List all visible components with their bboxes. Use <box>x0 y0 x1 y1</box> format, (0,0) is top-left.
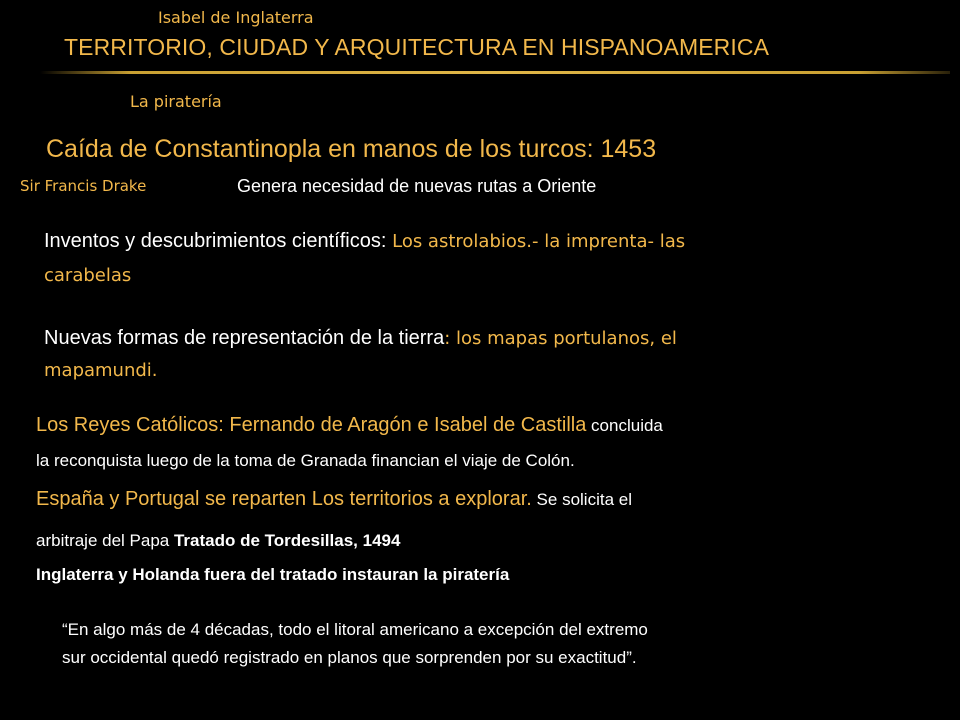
quote-line1: “En algo más de 4 décadas, todo el litoral americano a excepción del extremo <box>62 620 648 639</box>
representation-line2: mapamundi. <box>44 360 158 381</box>
reyes-line1 <box>36 414 663 437</box>
title-underline <box>40 71 950 74</box>
caption-drake: Sir Francis Drake <box>20 177 147 195</box>
quote-line2: sur occidental quedó registrado en planos que sorprenden por su exactitud”. <box>62 648 637 667</box>
spain-lead: España y Portugal se reparten Los territorios a explorar. <box>36 488 532 510</box>
spain-line1 <box>36 488 632 511</box>
england-line: Inglaterra y Holanda fuera del tratado instauran la piratería <box>36 565 510 584</box>
main-heading: Caída de Constantinopla en manos de los turcos: 1453 <box>46 135 657 163</box>
reyes-tail: concluida <box>586 416 663 435</box>
spain-line2-a: arbitraje del Papa <box>36 531 174 550</box>
spain-tail: Se solicita el <box>531 490 632 509</box>
tordesillas: Tratado de Tordesillas, 1494 <box>173 531 401 550</box>
line-need: Genera necesidad de nuevas rutas a Oriente <box>237 176 597 196</box>
spain-line2 <box>36 531 400 551</box>
inventions-rest: Los astrolabios.- la imprenta- las <box>386 231 686 252</box>
inventions-line1 <box>44 230 685 253</box>
representation-lead: Nuevas formas de representación de la tierra <box>44 327 445 349</box>
reyes-line2: la reconquista luego de la toma de Granada financian el viaje de Colón. <box>36 451 575 470</box>
subtitle-top: Isabel de Inglaterra <box>158 8 314 27</box>
reyes-lead: Los Reyes Católicos: Fernando de Aragón e Isabel de Castilla <box>36 414 587 436</box>
inventions-sep: : <box>380 230 387 252</box>
representation-rest: : los mapas portulanos, el <box>444 328 677 349</box>
representation-line1 <box>44 327 677 350</box>
slide-title: TERRITORIO, CIUDAD Y ARQUITECTURA EN HISPANOAMERICA <box>64 34 770 60</box>
inventions-line2: carabelas <box>44 265 132 286</box>
inventions-lead: Inventos y descubrimientos científicos <box>44 230 381 252</box>
section-label: La piratería <box>130 92 222 111</box>
